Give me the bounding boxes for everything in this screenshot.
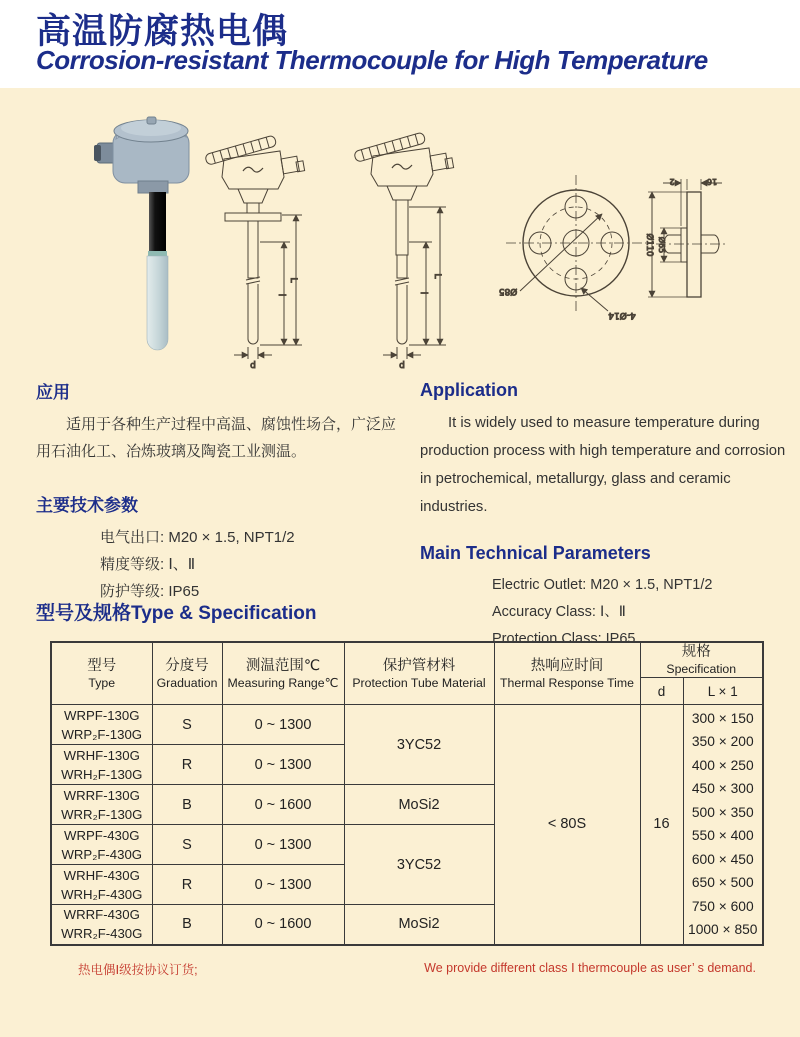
graduation-cell: R — [152, 865, 222, 905]
parameters-heading-en: Main Technical Parameters — [420, 543, 651, 563]
application-section-en — [420, 380, 790, 653]
range-cell: 0 ~ 1300 — [222, 825, 344, 865]
type-cell — [51, 705, 152, 745]
col-header-type-zh: 型号 — [87, 657, 117, 674]
type-value: WRR₂F-130G — [61, 806, 143, 822]
col-header-spec-zh: 规格 — [681, 644, 711, 660]
size-value: 550 × 400 — [691, 828, 754, 844]
col-header-response-en: Thermal Response Time — [500, 675, 634, 690]
table-row — [51, 705, 763, 745]
size-value: 350 × 200 — [691, 734, 754, 750]
type-cell — [51, 825, 152, 865]
dim-label-l-inner: l — [276, 293, 286, 297]
range-cell: 0 ~ 1300 — [222, 705, 344, 745]
type-value: WRPF-430G — [64, 827, 140, 843]
range-cell: 0 ~ 1300 — [222, 745, 344, 785]
dim-label-bolt-circle: Ø85 — [498, 286, 518, 296]
dim-label-outer-dia: Ø110 — [644, 233, 654, 257]
dim-label-d: d — [250, 361, 256, 371]
graduation-cell: R — [152, 745, 222, 785]
size-value: 750 × 600 — [691, 898, 754, 914]
material-cell: 3YC52 — [344, 825, 494, 905]
col-header-type-en: Type — [88, 675, 116, 690]
application-section-zh — [36, 378, 398, 605]
dim-label-l-inner: l — [418, 291, 428, 295]
type-value: WRRF-130G — [63, 787, 140, 803]
type-cell — [51, 865, 152, 905]
type-value: WRR₂F-430G — [61, 926, 143, 942]
range-cell: 0 ~ 1600 — [222, 905, 344, 945]
type-value: WRRF-430G — [63, 907, 140, 923]
footnote-zh: 热电偶Ⅰ级按协议订货; — [78, 963, 198, 977]
col-header-range-zh: 测温范围℃ — [245, 657, 321, 674]
parameters-list-zh — [100, 524, 398, 605]
spec-table — [50, 641, 764, 946]
parameter-item: 电气出口: M20 × 1.5, NPT1/2 — [100, 529, 295, 546]
flange-side-view — [644, 177, 728, 297]
dim-label-d: d — [399, 361, 405, 371]
size-value: 600 × 450 — [691, 851, 754, 867]
thermocouple-drawings-svg — [0, 95, 800, 375]
thermal-response-cell: < 80S — [494, 705, 640, 945]
dim-label-plate-thickness: 16 — [706, 177, 718, 186]
parameters-heading-zh: 主要技术参数 — [36, 496, 138, 515]
parameter-item: Protection Class: IP65 — [492, 631, 636, 647]
type-value: WRHF-430G — [63, 867, 140, 883]
d-value-cell: 16 — [640, 705, 683, 945]
graduation-cell: B — [152, 785, 222, 825]
type-value: WRP₂F-430G — [61, 846, 143, 862]
parameter-item: Accuracy Class: Ⅰ、Ⅱ — [492, 604, 626, 620]
spec-table-header — [51, 642, 763, 705]
size-value: 500 × 350 — [691, 804, 754, 820]
parameter-item: 防护等级: IP65 — [100, 583, 200, 600]
type-value: WRPF-130G — [64, 707, 140, 723]
type-cell — [51, 905, 152, 945]
dim-label-hub-dia: Ø65 — [657, 236, 666, 254]
material-cell: MoSi2 — [344, 905, 494, 945]
col-header-range-en: Measuring Range℃ — [227, 675, 339, 690]
size-value: 1000 × 850 — [688, 922, 758, 938]
col-header-material — [344, 642, 494, 705]
application-body-zh: 适用于各种生产过程中高温、腐蚀性场合，广泛应用石油化工、冶炼玻璃及陶瓷工业测温。 — [36, 416, 397, 460]
dim-label-hub-thickness: 2 — [669, 177, 675, 186]
material-cell: MoSi2 — [344, 785, 494, 825]
col-header-lx1: L × 1 — [683, 678, 763, 705]
thermocouple-photo — [94, 117, 189, 350]
material-cell: 3YC52 — [344, 705, 494, 785]
flange-face-view — [499, 175, 646, 321]
graduation-cell: B — [152, 905, 222, 945]
col-header-response — [494, 642, 640, 705]
thermocouple-drawing-plain — [354, 132, 454, 371]
type-value: WRH₂F-430G — [61, 886, 143, 902]
size-value: 450 × 300 — [691, 781, 754, 797]
col-header-range — [222, 642, 344, 705]
title-bar — [0, 0, 800, 88]
page-title-english: Corrosion-resistant Thermocouple for High Temperature — [36, 45, 708, 75]
graduation-cell: S — [152, 705, 222, 745]
type-cell — [51, 785, 152, 825]
type-cell — [51, 745, 152, 785]
technical-drawings — [0, 95, 800, 375]
dim-label-l-outer: L — [288, 277, 298, 283]
col-header-material-zh: 保护管材料 — [382, 657, 456, 674]
sizes-cell — [683, 705, 763, 945]
parameter-item: 精度等级: Ⅰ、Ⅱ — [100, 556, 196, 573]
dim-label-l-outer: L — [432, 273, 442, 279]
col-header-graduation-zh: 分度号 — [165, 657, 209, 674]
size-value: 650 × 500 — [691, 875, 754, 891]
col-header-graduation-en: Graduation — [156, 675, 218, 690]
col-header-d: d — [640, 678, 683, 705]
col-header-response-zh: 热响应时间 — [530, 657, 604, 674]
col-header-type — [51, 642, 152, 705]
page-title-chinese: 高温防腐热电偶 — [36, 12, 289, 51]
col-header-material-en: Protection Tube Material — [352, 675, 486, 690]
application-heading-en: Application — [420, 380, 518, 400]
thermocouple-drawing-flanged — [205, 135, 305, 371]
spec-section-heading: 型号及规格Type & Specification — [36, 603, 317, 624]
size-value: 400 × 250 — [691, 757, 754, 773]
parameter-item: Electric Outlet: M20 × 1.5, NPT1/2 — [492, 577, 713, 593]
range-cell: 0 ~ 1600 — [222, 785, 344, 825]
application-body-en: It is widely used to measure temperature during production process with high temperature and corrosion in petrochemical, metallurgy, glass and ceramic industries. — [420, 415, 786, 515]
range-cell: 0 ~ 1300 — [222, 865, 344, 905]
size-value: 300 × 150 — [691, 710, 754, 726]
graduation-cell: S — [152, 825, 222, 865]
footnote-en: We provide different class Ⅰ thermcouple as user’ s demand. — [424, 961, 756, 975]
type-value: WRP₂F-130G — [61, 726, 143, 742]
col-header-spec-en: Specification — [666, 662, 737, 676]
col-header-graduation — [152, 642, 222, 705]
type-value: WRHF-130G — [63, 747, 140, 763]
col-header-specification — [640, 642, 763, 678]
type-value: WRH₂F-130G — [61, 766, 143, 782]
application-heading-zh: 应用 — [36, 383, 70, 402]
dim-label-holes: 4-Ø14 — [608, 310, 636, 320]
